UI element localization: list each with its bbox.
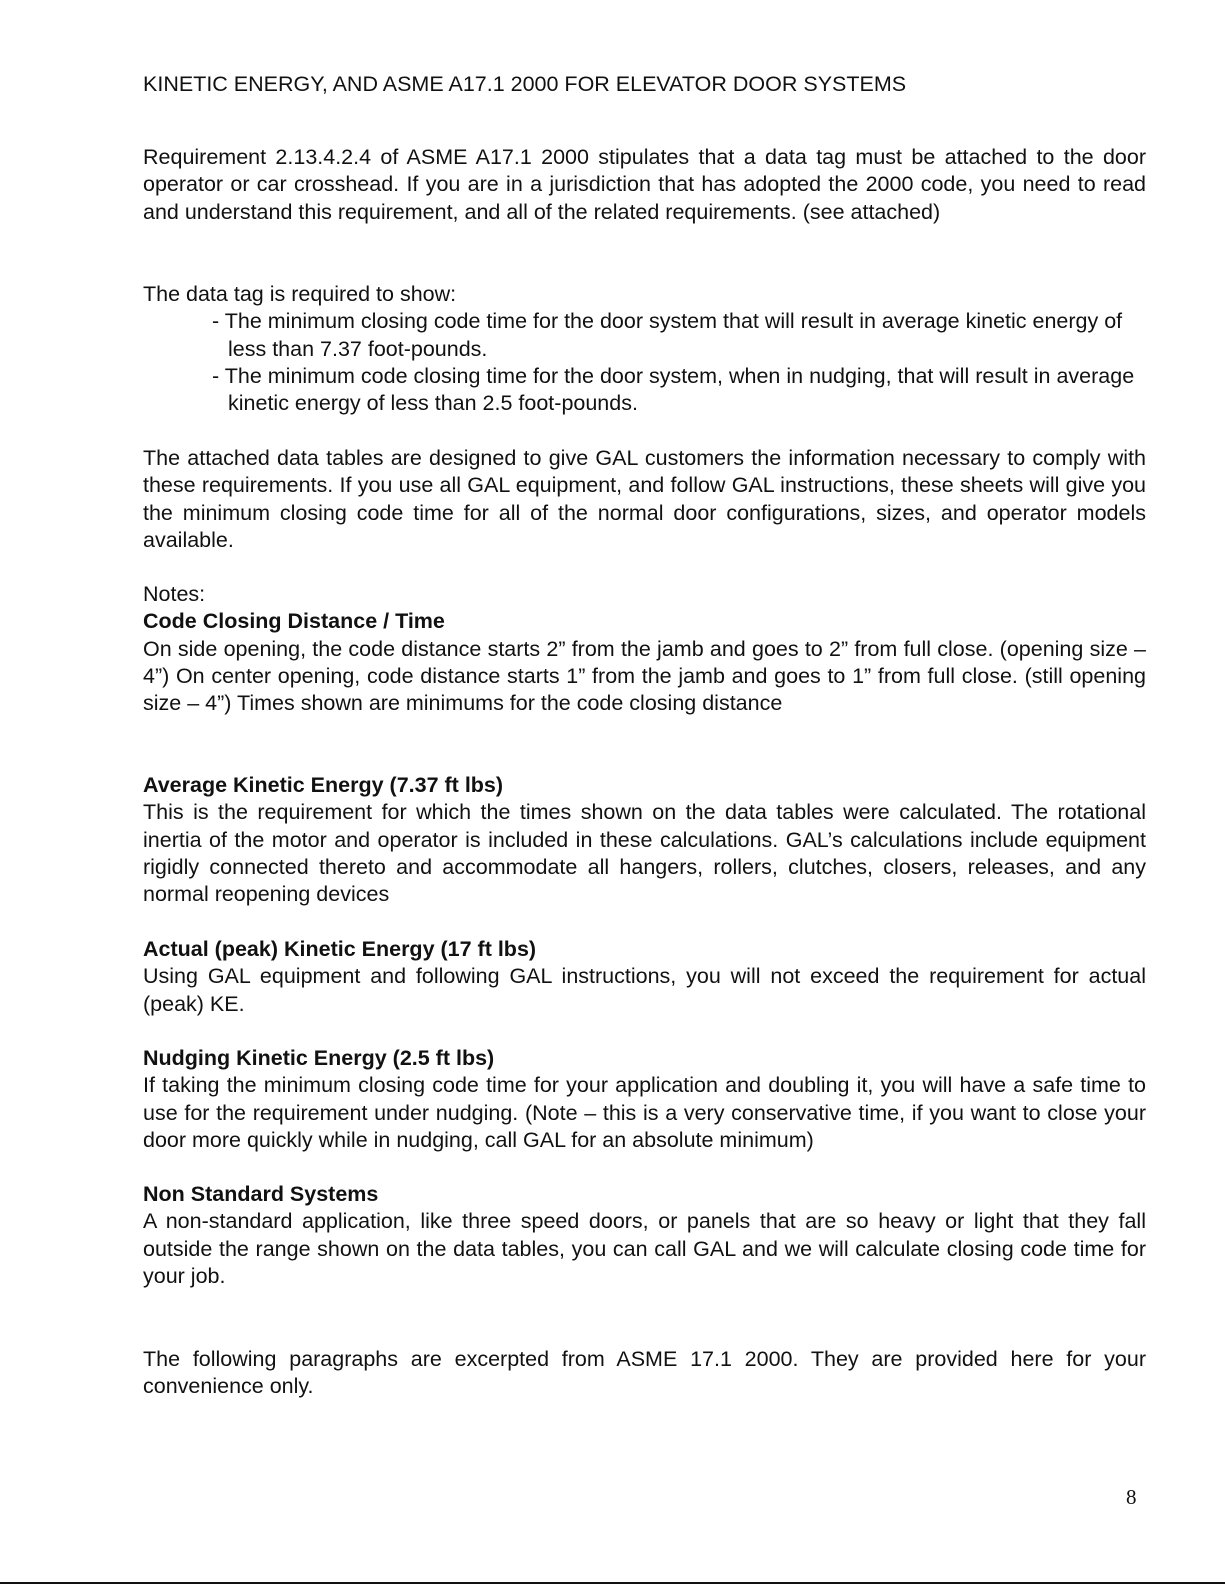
note-body: This is the requirement for which the times shown on the data tables were calculated. The rotational inertia of the motor and operator is included in these calculations. GAL’s calculations include equipment rigidly connected thereto and accommodate all hangers, rollers, clutches, closers, releases, and any normal reopening devices	[143, 800, 1146, 907]
note-heading: Non Standard Systems	[143, 1182, 379, 1206]
data-tag-item: - The minimum code closing time for the door system, when in nudging, that will result in average kinetic energy of less than 2.5 foot-pounds.	[212, 363, 1135, 416]
document-title: KINETIC ENERGY, AND ASME A17.1 2000 FOR ELEVATOR DOOR SYSTEMS	[143, 72, 907, 96]
note-body: Using GAL equipment and following GAL instructions, you will not exceed the requirement for actual (peak) KE.	[143, 964, 1146, 1016]
bottom-rule	[0, 1582, 1225, 1584]
note-nudging-ke	[143, 1045, 1146, 1154]
intro-section	[143, 144, 1146, 226]
note-heading: Average Kinetic Energy (7.37 ft lbs)	[143, 773, 504, 797]
notes-label: Notes:	[143, 582, 206, 606]
data-tag-lead: The data tag is required to show:	[143, 282, 457, 306]
note-body: If taking the minimum closing code time for your application and doubling it, you will have a safe time to use for the requirement under nudging. (Note – this is a very conservative time, if you want to close your door more quickly while in nudging, call GAL for an absolute minimum)	[143, 1073, 1146, 1152]
note-peak-ke	[143, 936, 1146, 1018]
note-body: A non-standard application, like three speed doors, or panels that are so heavy or light that they fall outside the range shown on the data tables, you can call GAL and we will calculate closing code time for your job.	[143, 1209, 1146, 1288]
data-tag-section	[143, 281, 1146, 417]
page-number: 8	[1126, 1485, 1137, 1509]
tables-paragraph: The attached data tables are designed to give GAL customers the information necessary to comply with these requirements. If you use all GAL equipment, and follow GAL instructions, these sheets will give you the minimum closing code time for all of the normal door configurations, sizes, and operator models available.	[143, 446, 1146, 552]
notes-section	[143, 581, 1146, 717]
excerpt-paragraph: The following paragraphs are excerpted from ASME 17.1 2000. They are provided here for your convenience only.	[143, 1347, 1146, 1399]
note-heading: Nudging Kinetic Energy (2.5 ft lbs)	[143, 1046, 495, 1070]
tables-section	[143, 445, 1146, 554]
note-average-ke	[143, 772, 1146, 908]
note-heading: Actual (peak) Kinetic Energy (17 ft lbs)	[143, 937, 537, 961]
excerpt-section	[143, 1346, 1146, 1401]
data-tag-item: - The minimum closing code time for the door system that will result in average kinetic energy of less than 7.37 foot-pounds.	[212, 309, 1123, 361]
note-body: On side opening, the code distance starts 2” from the jamb and goes to 2” from full close. (opening size – 4”) On center opening, code distance starts 1” from the jamb and goes to 1” from full close. (still opening size – 4”) Times shown are minimums for the code closing distance	[143, 636, 1146, 716]
note-non-standard	[143, 1181, 1146, 1290]
note-heading: Code Closing Distance / Time	[143, 609, 445, 634]
intro-paragraph: Requirement 2.13.4.2.4 of ASME A17.1 2000 stipulates that a data tag must be attached to the door operator or car crosshead. If you are in a jurisdiction that has adopted the 2000 code, you need to read and understand this requirement, and all of the related requirements. (see attached)	[143, 145, 1146, 224]
